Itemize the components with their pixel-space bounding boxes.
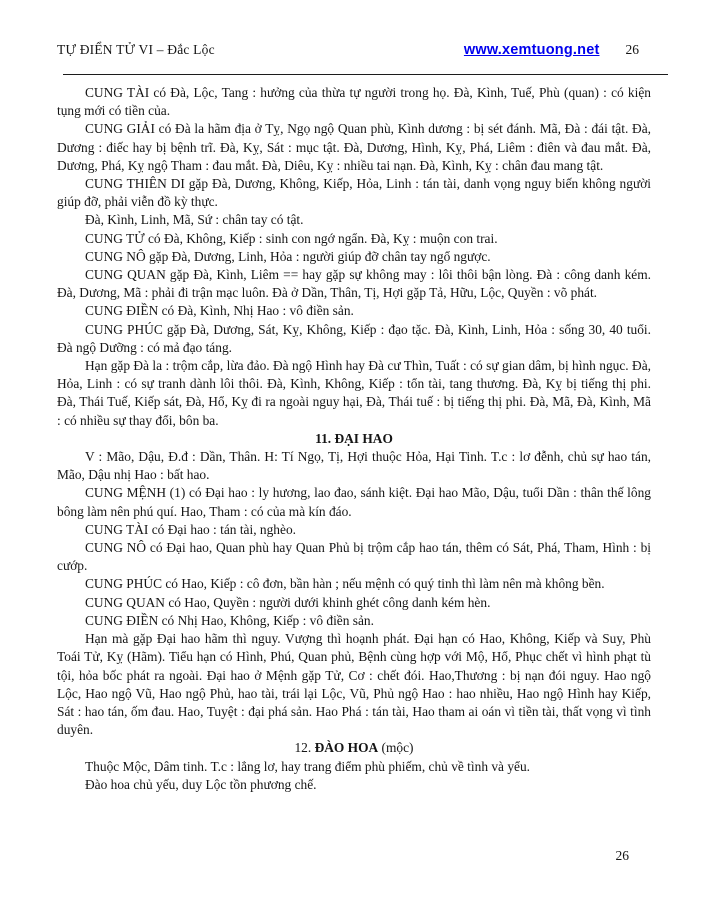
paragraph: Hạn gặp Đà la : trộm cắp, lừa đảo. Đà ngộ Hình hay Đà cư Thìn, Tuất : có sự gian dâm, bị hình ngục. Đà, Hỏa, Linh : có sự tranh dành lôi thôi. Đà, Kình, Không, Kiếp : tổn tài, tang thương. Đà, Kỵ bị tiếng thị phi. Đà, Thái Tuế, Kiếp sát, Đà, Hổ, Kỵ đi ra ngoài nguy hại, Đà, Thái tuế : bị tiếng thị phi. Đà, Mã, Đà, Kình, Mã : có nhiều sự thay đổi, bôn ba. [57, 358, 651, 428]
paragraph: Hạn mà gặp Đại hao hãm thì nguy. Vượng thì hoạnh phát. Đại hạn có Hao, Không, Kiếp và Suy, Phù Toái Tử, Kỵ (Hãm). Tiểu hạn có Hình, Phú, Quan phủ, Bệnh cùng hợp với Mộ, Hổ, Phục chết vì hình phạt tù tội, hỏa bốc phát ra ngoài. Đại hao ở Mệnh gặp Tử, Cơ : chết đói. Hao,Thương : bị nạn đói nguy. Hao ngộ Lộc, Hao ngộ Vũ, Hao ngộ Phủ, hao tài, trái lại Lộc, Vũ, Phủ ngộ Hao : hao nhiều, Hao ngộ Hình hay Kiếp, Sát : hao tán, ốm đau. Hao, Tuyệt : đại phá sản. Hao Phá : tán tài, Hao tham ai oán vì tiền tài, thất vọng vì tình duyên. [57, 631, 651, 738]
paragraph: Đào hoa chủ yếu, duy Lộc tồn phương chế. [85, 776, 317, 792]
document-title: TỰ ĐIỂN TỬ VI – Đắc Lộc [57, 42, 215, 57]
paragraph: CUNG NÔ có Đại hao, Quan phù hay Quan Phủ bị trộm cắp hao tán, thêm có Sát, Phá, Tham, Hình : bị cướp. [57, 540, 651, 574]
section-suffix: (mộc) [378, 740, 414, 756]
website-link[interactable]: www.xemtuong.net [463, 42, 600, 58]
section-title: 11. ĐẠI HAO [315, 430, 393, 446]
paragraph: CUNG PHÚC gặp Đà, Dương, Sát, Kỵ, Không, Kiếp : đạo tặc. Đà, Kình, Linh, Hỏa : sống 30, 40 tuổi. Đà ngộ Dưỡng : có mả đạo táng. [57, 321, 651, 355]
paragraph: CUNG GIẢI có Đà la hãm địa ở Tỵ, Ngọ ngộ Quan phù, Kình dương : bị sét đánh. Mã, Đà : đái tật. Đà, Dương : điếc hay bị bệnh trĩ. Đà, Kỵ, Sát : mục tật. Đà, Dương, Hình, Kỵ, Phá, Liêm : điên và đau mắt. Đà, Dương, Phá, Kỵ ngộ Tham : đau mắt. Đà, Diêu, Kỵ : nhiều tai nạn. Đà, Kình, Kỵ : chân đau mang tật. [57, 121, 651, 173]
section-heading [57, 739, 651, 757]
header-right-group [464, 42, 639, 58]
paragraph: CUNG MỆNH (1) có Đại hao : ly hương, lao đao, sánh kiệt. Đại hao Mão, Dậu, tuổi Dần : thân thế lông bông làm nên phú quí. Hao, Tham : có của mà kín đáo. [57, 485, 651, 519]
footer-page-number: 26 [615, 848, 629, 863]
header-divider [63, 74, 668, 75]
header-page-number: 26 [625, 42, 639, 57]
paragraph: CUNG QUAN gặp Đà, Kình, Liêm == hay gặp sự không may : lôi thôi bận lòng. Đà : công danh kém. Đà, Dương, Mã : phải đi trận mạc luôn. Đà ở Dần, Thân, Tị, Hợi gặp Tả, Hữu, Lộc, Quyền : võ phát. [57, 267, 651, 301]
paragraph: CUNG TÀI có Đại hao : tán tài, nghèo. [85, 521, 296, 537]
paragraph: CUNG QUAN có Hao, Quyền : người dưới khinh ghét công danh kém hèn. [85, 594, 491, 610]
paragraph: CUNG TÀI có Đà, Lộc, Tang : hưởng của thừa tự người trong họ. Đà, Kình, Tuế, Phù (quan) : có kiện tụng mới có tiền của. [57, 85, 651, 119]
paragraph: Thuộc Mộc, Dâm tinh. T.c : lẳng lơ, hay trang điểm phù phiếm, chủ về tình và yểu. [85, 758, 531, 774]
paragraph: CUNG TỬ có Đà, Không, Kiếp : sinh con ngớ ngẩn. Đà, Kỵ : muộn con trai. [85, 230, 498, 246]
paragraph: CUNG ĐIỀN có Đà, Kình, Nhị Hao : vô điền sản. [85, 303, 354, 319]
document-body [57, 84, 651, 794]
paragraph: CUNG THIÊN DI gặp Đà, Dương, Không, Kiếp, Hỏa, Linh : tán tài, danh vọng nguy biến không người giúp đỡ, phải viễn đồ kỳ thực. [57, 176, 651, 210]
section-number: 12. [294, 740, 315, 756]
paragraph: CUNG NÔ gặp Đà, Dương, Linh, Hỏa : người giúp đỡ chân tay ngổ ngược. [85, 248, 491, 264]
paragraph: V : Mão, Dậu, Đ.đ : Dần, Thân. H: Tí Ngọ, Tị, Hợi thuộc Hỏa, Hại Tinh. T.c : lơ đễnh, chủ sự hao tán, Mão, Dậu nhị Hao : bất hao. [57, 449, 651, 483]
section-heading [57, 430, 651, 448]
paragraph: CUNG ĐIỀN có Nhị Hao, Không, Kiếp : vô điền sản. [85, 612, 374, 628]
paragraph: CUNG PHÚC có Hao, Kiếp : cô đơn, bần hàn ; nếu mệnh có quý tinh thì làm nên mà không bền. [85, 576, 605, 592]
section-title: ĐÀO HOA [314, 740, 379, 756]
page-header [57, 42, 639, 58]
paragraph: Đà, Kình, Linh, Mã, Sứ : chân tay có tật. [85, 212, 304, 228]
